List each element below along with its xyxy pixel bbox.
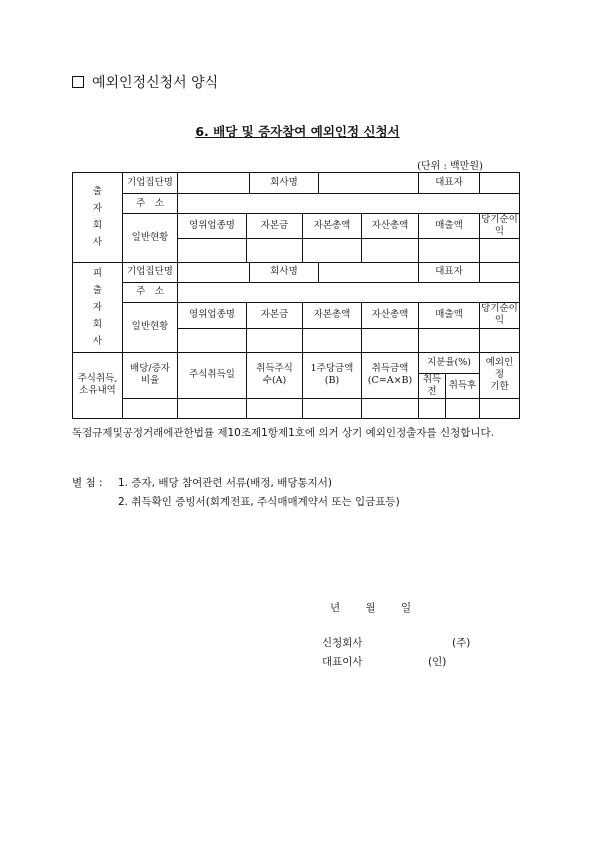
investee-col-sales: 매출액 bbox=[419, 302, 480, 328]
investee-rep-label: 대표자 bbox=[419, 262, 480, 282]
investee-col-capital: 자본금 bbox=[247, 302, 303, 328]
checkbox-square-icon bbox=[72, 76, 84, 88]
investor-col-capital: 자본금 bbox=[247, 214, 303, 239]
investor-section-label: 출 자 회 사 bbox=[73, 173, 123, 263]
shares-col-deadline: 예외인 정 기한 bbox=[480, 352, 520, 398]
investor-col-netincome: 당기순이익 bbox=[481, 214, 518, 237]
applicant-company-label: 신청회사 bbox=[322, 637, 363, 649]
shares-qty-input[interactable] bbox=[247, 398, 303, 418]
investor-capital-input[interactable] bbox=[247, 238, 303, 262]
investor-assets-input[interactable] bbox=[362, 238, 419, 262]
attachments bbox=[72, 474, 400, 512]
shares-col-amount: 취득금액 (C=A×B) bbox=[362, 352, 419, 398]
date-year: 년 bbox=[330, 602, 341, 614]
investee-col-equity: 자본총액 bbox=[303, 302, 362, 328]
investor-equity-input[interactable] bbox=[303, 238, 362, 262]
applicant-ceo-suffix: (인) bbox=[428, 656, 447, 668]
investee-company-label: 회사명 bbox=[250, 262, 319, 282]
shares-section-label: 주식취득, 소유내역 bbox=[73, 352, 123, 418]
shares-amount-input[interactable] bbox=[362, 398, 419, 418]
heading bbox=[72, 72, 218, 92]
shares-date-input[interactable] bbox=[178, 398, 247, 418]
investee-section-label: 피 출 자 회 사 bbox=[73, 262, 123, 352]
investee-group-input[interactable] bbox=[178, 262, 250, 282]
investee-col-business: 영위업종명 bbox=[178, 302, 247, 328]
investor-rep-input[interactable] bbox=[480, 173, 520, 194]
date-line bbox=[330, 600, 433, 615]
investor-business-input[interactable] bbox=[178, 238, 247, 262]
shares-col-price: 1주당금액 (B) bbox=[303, 352, 362, 398]
shares-col-before: 취득전 bbox=[419, 373, 446, 398]
investee-status-label: 일반현황 bbox=[123, 302, 178, 352]
unit-note: (단위 : 백만원) bbox=[417, 161, 483, 172]
attachment-item-1: 1. 증자, 배당 참여관련 서류(배정, 배당통지서) bbox=[118, 477, 333, 489]
investee-address-input[interactable] bbox=[178, 282, 520, 302]
investee-group-label: 기업집단명 bbox=[123, 262, 178, 282]
investor-status-label: 일반현황 bbox=[123, 214, 178, 263]
investor-company-label: 회사명 bbox=[250, 173, 319, 194]
investor-group-label: 기업집단명 bbox=[123, 173, 178, 194]
date-month: 월 bbox=[365, 602, 376, 614]
attachments-label: 별 첨 : bbox=[72, 477, 103, 489]
investor-group-input[interactable] bbox=[178, 173, 250, 194]
heading-text: 예외인정신청서 양식 bbox=[92, 75, 219, 91]
investee-equity-input[interactable] bbox=[303, 328, 362, 352]
investor-rep-label: 대표자 bbox=[419, 173, 480, 194]
application-form-table bbox=[72, 172, 520, 419]
applicant-ceo-label: 대표이사 bbox=[322, 656, 363, 668]
shares-after-input[interactable] bbox=[446, 398, 480, 418]
investor-netincome-input[interactable] bbox=[480, 238, 520, 262]
investor-address-input[interactable] bbox=[178, 194, 520, 214]
investee-col-netincome: 당기순이익 bbox=[481, 303, 518, 327]
body-text: 독점규제및공정거래에관한법률 제10조제1항제1호에 의거 상기 예외인정출자를 신청합니다. bbox=[72, 427, 495, 439]
form-title: 6. 배당 및 증자참여 예외인정 신청서 bbox=[195, 124, 400, 139]
investor-col-business: 영위업종명 bbox=[178, 214, 247, 239]
shares-col-stake: 지분율(%) bbox=[419, 352, 480, 373]
investor-sales-input[interactable] bbox=[419, 238, 480, 262]
investee-company-input[interactable] bbox=[319, 262, 419, 282]
attachment-item-2: 2. 취득확인 증빙서(회계전표, 주식매매계약서 또는 입금표등) bbox=[118, 496, 400, 508]
shares-col-ratio: 배당/증자 비율 bbox=[123, 352, 178, 398]
investee-sales-input[interactable] bbox=[419, 328, 480, 352]
shares-ratio-input[interactable] bbox=[123, 398, 178, 418]
shares-col-qty: 취득주식 수(A) bbox=[247, 352, 303, 398]
investee-netincome-input[interactable] bbox=[480, 328, 520, 352]
shares-col-after: 취득후 bbox=[446, 373, 480, 398]
investee-capital-input[interactable] bbox=[247, 328, 303, 352]
investee-col-assets: 자산총액 bbox=[362, 302, 419, 328]
investor-col-equity: 자본총액 bbox=[303, 214, 362, 239]
shares-deadline-input[interactable] bbox=[480, 398, 520, 418]
investee-assets-input[interactable] bbox=[362, 328, 419, 352]
investor-company-input[interactable] bbox=[319, 173, 419, 194]
investor-address-label: 주 소 bbox=[123, 194, 178, 214]
applicant-company-suffix: (주) bbox=[452, 637, 471, 649]
investor-col-assets: 자산총액 bbox=[362, 214, 419, 239]
investee-business-input[interactable] bbox=[178, 328, 247, 352]
investor-col-sales: 매출액 bbox=[419, 214, 480, 239]
applicant-block bbox=[322, 634, 471, 672]
investee-rep-input[interactable] bbox=[480, 262, 520, 282]
shares-before-input[interactable] bbox=[419, 398, 446, 418]
investee-address-label: 주 소 bbox=[123, 282, 178, 302]
shares-price-input[interactable] bbox=[303, 398, 362, 418]
shares-col-date: 주식취득일 bbox=[178, 352, 247, 398]
date-day: 일 bbox=[401, 602, 412, 614]
